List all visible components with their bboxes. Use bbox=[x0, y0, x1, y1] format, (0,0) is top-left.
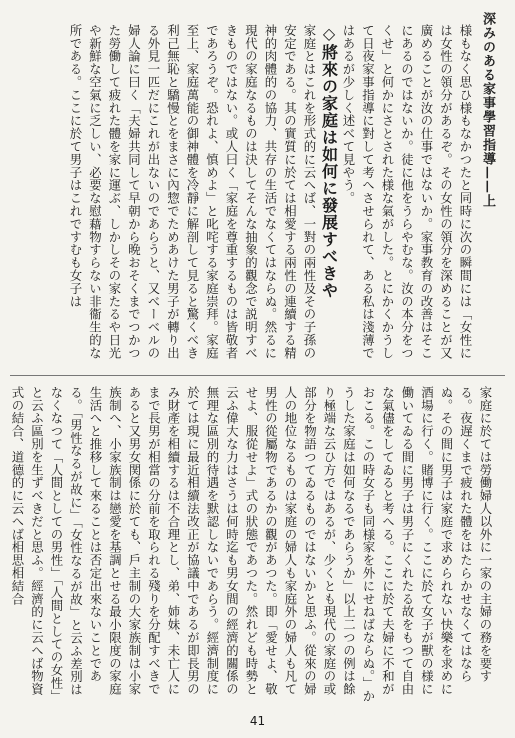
page-number: 41 bbox=[249, 714, 266, 728]
running-title: 深みのある家事學習指導——上 bbox=[480, 12, 495, 208]
paragraph-intro: 様もなく思ひ様もなかつたと同時に次の瞬間には「女性には女性の領分があるぞ。その女性の領分を深めることが又廣めることが汝の仕事ではないか。家事教育の改善はそこにあるのではないか。徒に他をうらやむな。汝の本分をつくせ」と何かにさとされた様な氣がした。とにかくかうして日夜家事指導に對して考へさせられて、ある私は淺薄ではあるが少しく述べて見やう。 bbox=[341, 24, 473, 360]
section-heading: ◇將來の家庭は如何に發展すべきや bbox=[319, 24, 339, 299]
top-text-block bbox=[66, 24, 476, 364]
paragraph-main: 家庭とはこれを形式的に云へば、一對の兩性及その子孫の安定である。其の實質に於ては相愛する兩性の連續する精神的肉體的の協力、共存の生活でなくてはならぬ。然るに現代の家庭なるものは決してそんな抽象的觀念で説明すべきものではない。或人曰く「家庭を尊重するものは皆敬者であろうぞ。恐れよ、慎めよ」と叱咤する家庭崇拜。家庭至上、家庭萬能の御神體を冷靜に解剖して見ると驚くべき利己無恥と驕慢とをまさに內惣でためあけた男子が轉り出る外見一匹だにこれが出ないのであらうと、又べーベルの婦人論に曰く「夫婦共同して早朝から晩おそくまでつかつた勞働して疲れた體を家に運ぶ、しかしその家たるや日光や新鮮な空氣に乏しい、必要な慰藉物すらない非衞生的な所である。ここに於て男子はこれですむも女子は bbox=[68, 24, 317, 360]
bottom-text-block bbox=[8, 386, 496, 704]
column-divider bbox=[10, 375, 505, 376]
paragraph-continuation: 家庭に於ては勞働婦人以外に一家の主婦の務を要する。夜遅くまで疲れた體をはたらかせなくてはならぬ。その間に男子は家庭で求められない快樂を求めに酒場に行く。賭博に行く。ここに於て女子が獸の様に働いてゐる間に男子は男子にくれたる故をもつて自由な氣儘をしてゐると考へる。ここに於て夫婦に不和がおこる。この時女子も同様家を外にせねばならぬ。」かうした家庭は如何なるであらうか」以上二つの例は餘り極端な云ひ方ではあるが、少くとも現代の家庭の或部分を物語つてゐるものではないかと思ふ。從來の婦人の地位なるものは家庭の婦人も家庭外の婦人も凡て男性の從屬物であるかの觀があつた。即「愛せよ、敬せよ、服從せよ」式の狀態であつた。然れども時勢と云ふ偉大な力はさうは何時迄も男女間の經濟的關係の無理な區別的待遇を默認しないであらう。經濟制度に於ては現に最近相續法改正が協議中であるが即長男のみ財產を相續するは不合理とし、弟、姉妹、未亡人にまで長男が相當の分前を取られる殘りを分配すべきであると又男女関係に於ても、戶主制の大家族制は小家族制へ、小家族制は戀愛を基調とせる最小限度の家庭生活へと推移して來ることは否定出來ないことである。「男性なるが故に」「女性なるが故」と云ふ差別はなくなつて「人間としての男性」「人間としての女性」と云ふ區別を生ずべきだと思ふ。經濟的に云へば物資式の結合、道德的に云へば相思相結合 bbox=[10, 386, 493, 703]
